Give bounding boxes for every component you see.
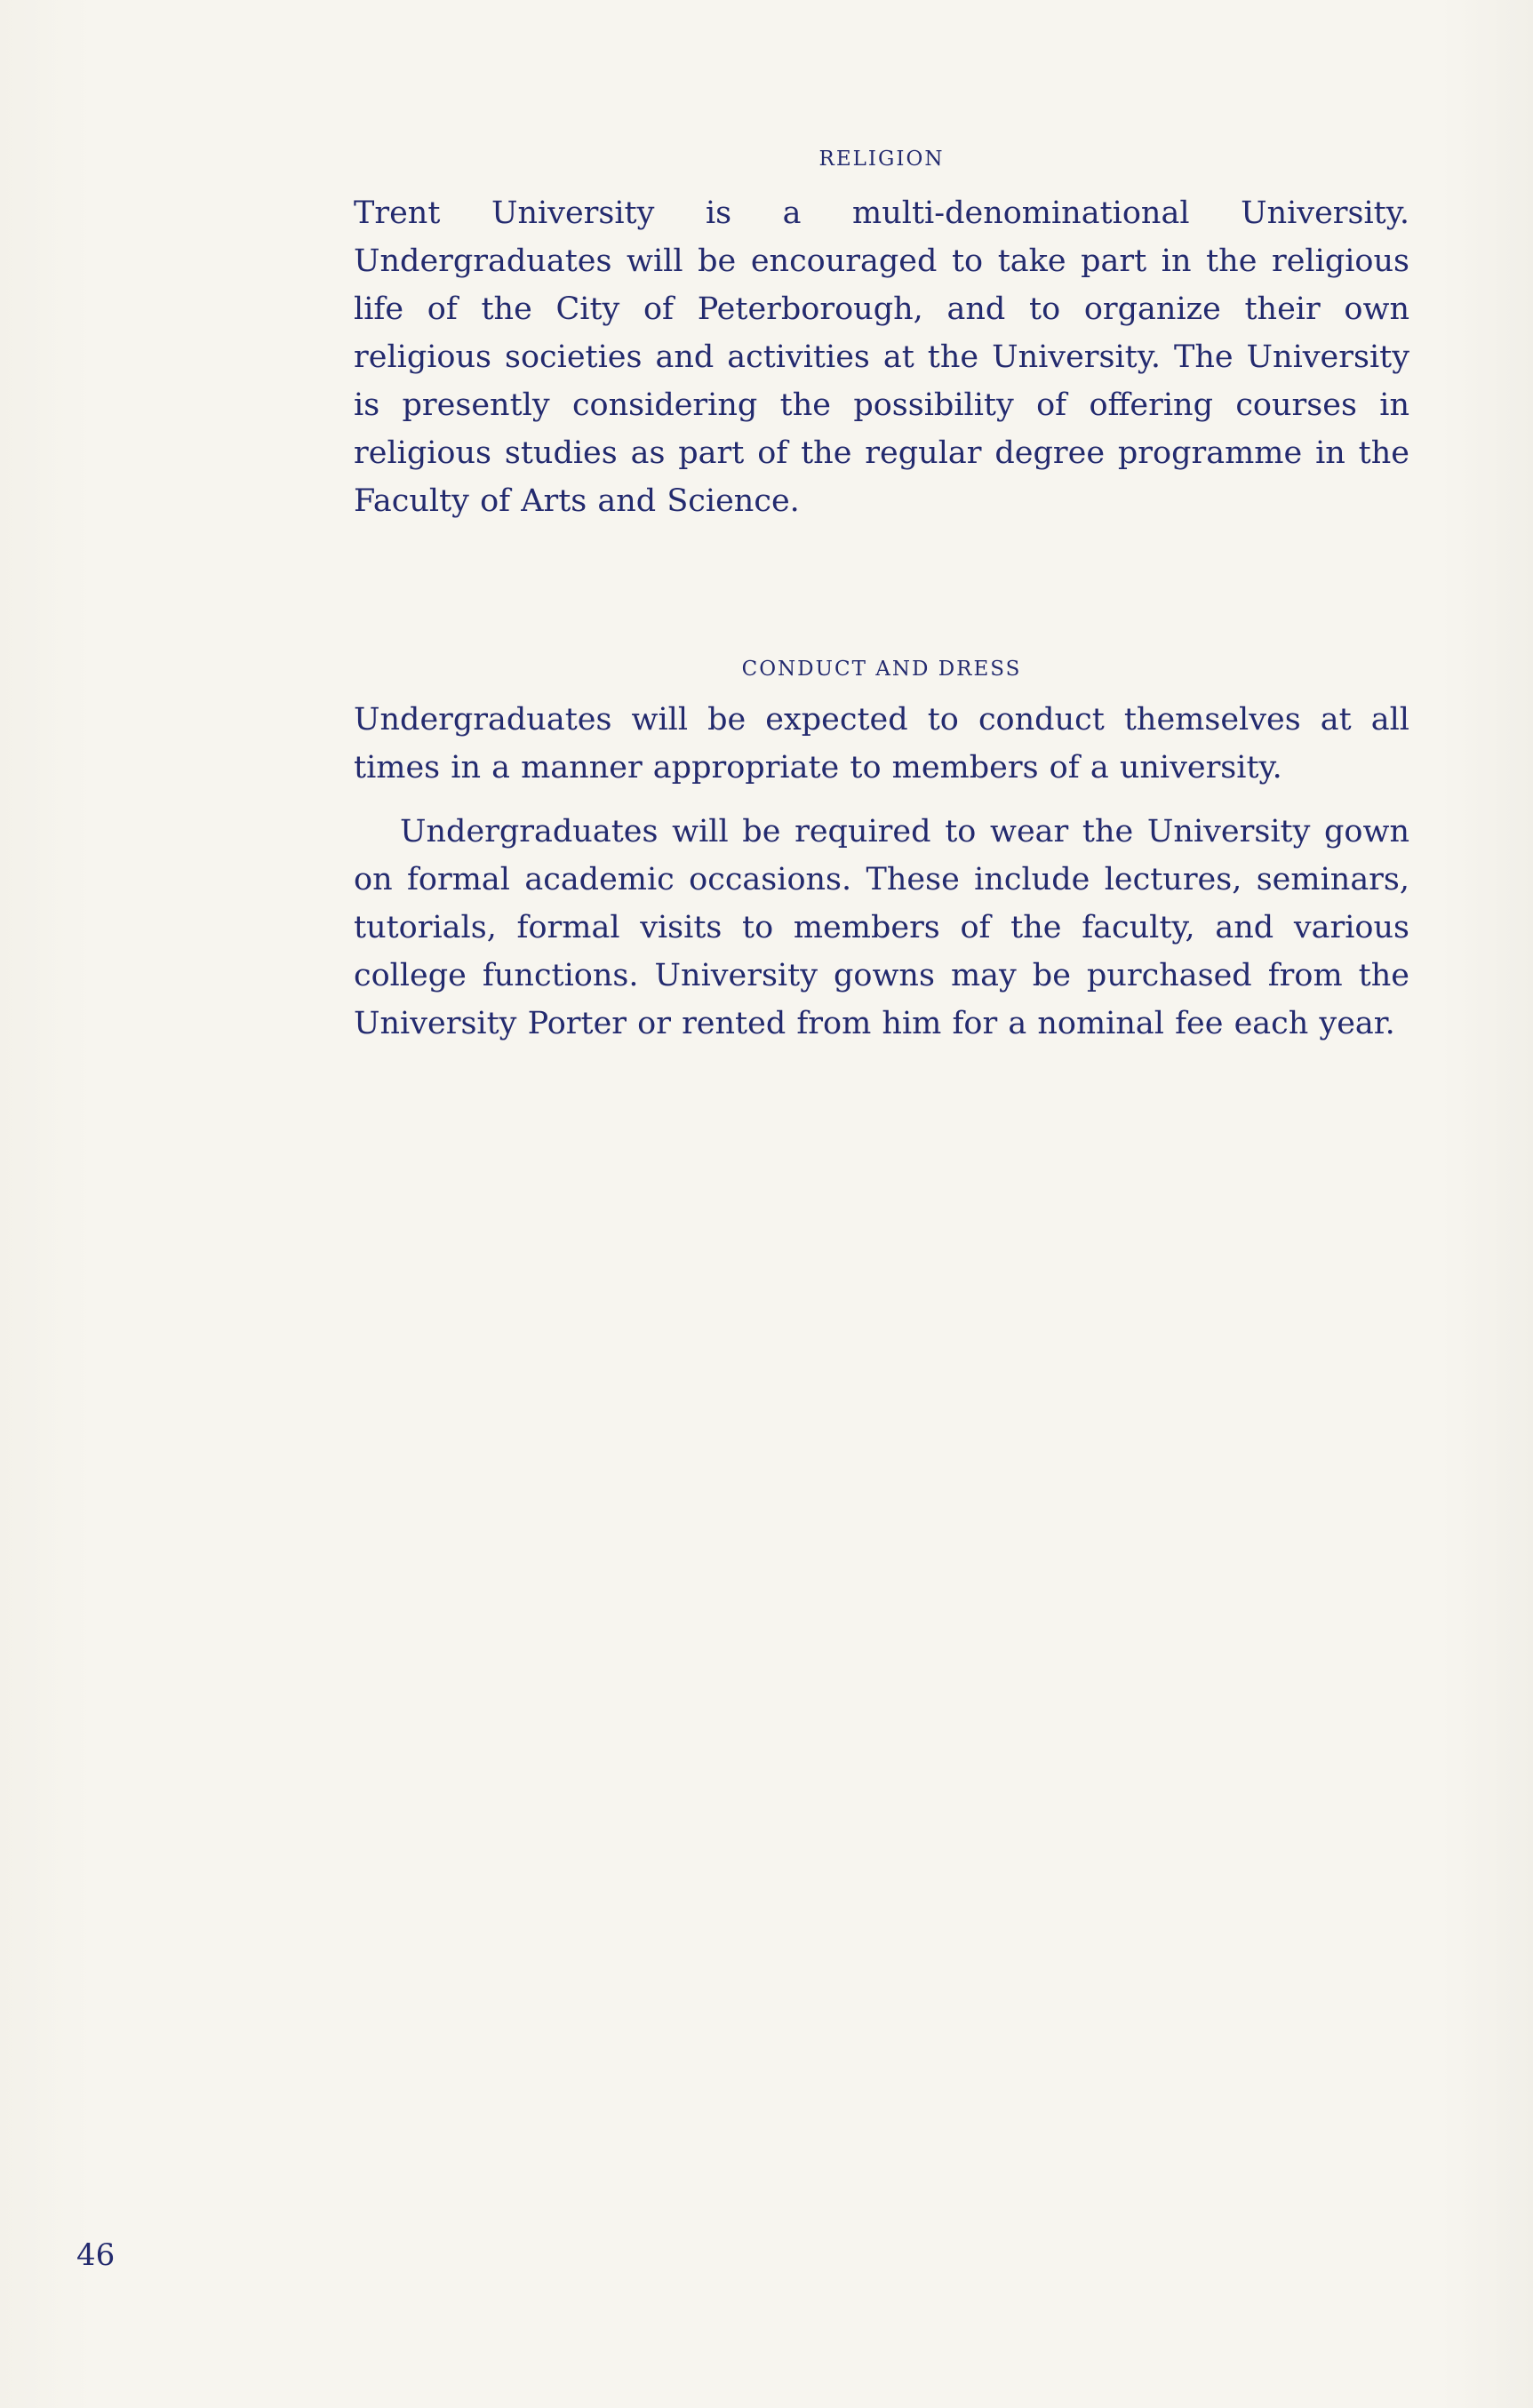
religion-section (354, 149, 1409, 525)
page-number: 46 (76, 2237, 116, 2273)
religion-paragraph: Trent University is a multi-denominational University. Undergraduates will be encouraged to take part in the religious life of the City of Peterborough, and to organize their own religious societies and activities at the University. The University is presently considering the possibility of offering courses in religious studies as part of the regular degree programme in the Faculty of Arts and Science. (354, 195, 1409, 519)
conduct-and-dress-section (354, 659, 1409, 1048)
conduct-and-dress-heading: CONDUCT AND DRESS (741, 658, 1022, 681)
dress-paragraph: Undergraduates will be required to wear the University gown on formal academic occasions. These include lectures, seminars, tutorials, formal visits to members of the faculty, and various college functions. University gowns may be purchased from the University Porter or rented from him for a nominal fee each year. (354, 814, 1409, 1041)
conduct-paragraph: Undergraduates will be expected to conduct themselves at all times in a manner appropriate to members of a university. (354, 702, 1409, 785)
religion-heading: RELIGION (818, 148, 945, 171)
